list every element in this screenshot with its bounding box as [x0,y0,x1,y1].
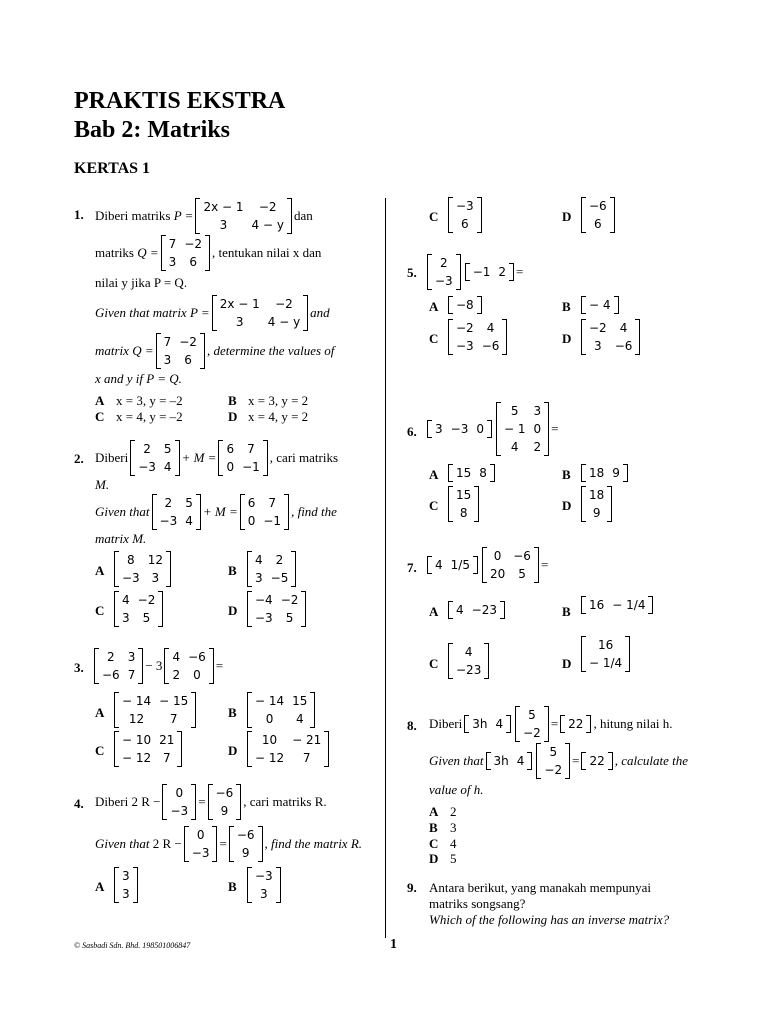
q1-line-ms-a: Diberi matriks P = 2x − 1 −2 3 4 − y dan [95,200,313,232]
matrix-cell: −6 [236,828,255,842]
matrix-cell: 3 [122,611,130,625]
option-a: A [95,393,105,408]
matrix-cell: 0 [493,549,502,563]
matrix-cell: 2x − 1 [219,297,260,311]
matrix-cell: 8 [459,506,468,520]
option-c-text: 4 [450,836,457,851]
option-b-text: x = 3, y = 2 [248,393,309,408]
option-c: C [429,836,439,851]
q2-line-ms-c: M. [95,477,110,492]
option-b: B [562,604,571,619]
option-a: A [429,804,439,819]
matrix-cell: 6 [247,496,256,510]
matrix-cell: −2 [179,335,197,349]
matrix-cell: 3 [163,353,172,367]
matrix-cell: − 4 [589,298,611,313]
option-b: B [228,879,237,894]
matrix-cell: 5 [528,708,536,722]
q5-expression: 2 −3 −1 2 = [425,254,523,290]
matrix-cell: − 14 [122,694,152,708]
matrix-cell: 4 − y [251,218,284,232]
matrix-cell: 15 [292,694,308,708]
option-c: C [95,409,105,424]
matrix-cell: 5 [549,745,558,759]
matrix-cell: 9 [592,506,601,520]
question-number: 9. [407,880,417,895]
q1-line-en-b: matrix Q = 7 −2 3 6 , determine the values of [95,335,335,367]
option-a-matrix [448,601,505,619]
matrix-cell: 4 [495,717,504,731]
matrix-cell: 7 [169,712,178,726]
matrix-cell: 7 [162,751,171,765]
matrix-cell: 5 [142,611,151,625]
matrix [218,440,267,476]
matrix-cell: −6 [513,549,531,563]
matrix [427,254,461,290]
matrix-cell: 22 [589,754,605,768]
matrix-cell: − 1 [503,422,526,436]
matrix [212,295,308,331]
q9-line-ms-b: matriks songsang? [429,896,526,911]
option-c-matrix [448,486,479,522]
option-a: A [95,563,105,578]
matrix-cell: 4 [255,553,263,567]
question-number: 7. [407,560,417,575]
option-c-matrix [448,319,507,355]
matrix-cell: −2 [456,321,474,335]
option-b-matrix [581,596,653,614]
matrix-cell: −2 [258,200,277,214]
matrix [427,556,478,574]
page-number: 1 [390,937,397,952]
option-d: D [228,409,238,424]
option-a: A [429,604,439,619]
matrix [164,648,213,684]
matrix [536,743,570,779]
matrix-cell: 3 [235,315,244,329]
matrix [464,715,511,733]
option-a-matrix [448,464,495,482]
option-c: C [429,656,439,671]
option-d: D [228,603,238,618]
matrix-cell: −3 [122,571,140,585]
matrix [156,333,205,369]
paper-heading: KERTAS 1 [74,160,151,177]
matrix-cell: 12 [128,712,145,726]
option-c: C [429,209,439,224]
matrix-cell: 0 [193,668,201,682]
matrix-cell: 4 [435,558,443,572]
matrix-cell: − 12 [122,751,152,765]
question-number: 1. [74,207,84,222]
matrix-cell: 2 [498,265,507,279]
option-c: C [429,498,439,513]
question-number: 8. [407,718,417,733]
q1-line-en-a: Given that matrix P = 2x − 1 −2 3 4 − y and [95,297,330,329]
matrix-cell: 4 [516,754,525,768]
matrix-cell: −4 [255,593,273,607]
option-c-matrix [448,643,489,679]
matrix [486,752,533,770]
matrix-cell: − 14 [255,694,285,708]
matrix-cell: −3 [456,199,474,213]
option-a: A [95,879,105,894]
q4-line-en: Given that 2 R − 0 −3 = −6 9 , find the matrix R. [95,828,363,860]
matrix-cell: 9 [241,846,250,860]
option-d-matrix [247,591,306,627]
q9-line-en: Which of the following has an inverse matrix? [429,912,670,927]
question-number: 3. [74,660,84,675]
matrix [184,826,218,862]
matrix-cell: 15 [456,466,472,481]
copyright-footer: © Sasbadi Sdn. Bhd. 198501006847 [74,941,191,950]
question-number: 6. [407,424,417,439]
matrix-cell: 21 [159,733,175,747]
matrix-cell: 3 [594,339,602,353]
matrix [208,784,242,820]
matrix-cell: −2 [275,297,293,311]
matrix-cell: −3 [255,869,273,883]
matrix-cell: 5 [518,567,526,581]
option-c-matrix [448,197,482,233]
matrix-cell: 2 [440,256,448,270]
matrix-cell: −6 [215,786,234,800]
matrix-cell: 8 [479,466,487,481]
matrix-cell: 2 [172,668,181,682]
option-b-matrix [247,551,296,587]
matrix-cell: 16 [597,638,614,652]
matrix [195,198,291,234]
matrix-cell: 7 [247,442,255,456]
option-b-matrix [247,867,281,903]
matrix-cell: 4 [486,321,495,335]
matrix-cell: − 12 [255,751,285,765]
matrix-cell: −3 [435,274,453,288]
matrix [94,648,143,684]
matrix [482,547,539,583]
matrix-cell: − 10 [122,733,152,747]
column-divider [385,198,386,938]
matrix [465,263,514,281]
option-c: C [95,603,105,618]
matrix-cell: −6 [188,650,206,664]
matrix-cell: 2x − 1 [203,200,244,214]
matrix-cell: 16 [589,598,605,613]
matrix-cell: −2 [523,726,541,740]
option-d: D [562,656,572,671]
matrix-cell: 3 [127,650,136,664]
matrix-cell: 3 [435,422,443,436]
q1-line-en-d: x and y if P = Q. [95,371,182,386]
matrix-cell: 2 [533,440,542,454]
matrix-cell: 3 [219,218,228,232]
option-d-matrix [247,731,329,767]
option-a: A [95,705,105,720]
option-d-matrix [581,636,630,672]
option-d: D [228,743,238,758]
matrix-cell: −3 [170,804,189,818]
matrix-cell: 3 [151,571,160,585]
matrix-cell: 18 [589,466,605,481]
question-number: 5. [407,265,417,280]
matrix-cell: 3 [255,571,263,585]
matrix-cell: −2 [137,593,156,607]
matrix-cell: 4 [619,321,628,335]
option-d: D [562,209,572,224]
q3-expression: 2 3 −6 7 − 3 4 −6 2 0 = [92,648,223,684]
matrix [130,440,179,476]
option-a: A [429,467,439,482]
q2-line-ms-a: Diberi 2 5 −3 4 + M = 6 7 0 −1 , cari matriks [95,442,339,474]
matrix [515,706,549,742]
option-b-matrix [581,296,619,314]
option-a-text: 2 [450,804,457,819]
matrix-cell: 6 [594,217,602,231]
matrix-cell: 3 [168,255,177,269]
matrix-cell: −6 [614,339,633,353]
option-b-text: 3 [450,820,457,835]
matrix-cell: 4 [163,460,172,474]
matrix-cell: 4 [122,593,130,607]
option-d-matrix [581,319,640,355]
page-title: PRAKTIS EKSTRA [74,88,286,114]
matrix-cell: 0 [175,786,184,800]
q2-line-en-c: matrix M. [95,531,147,546]
matrix-cell: 7 [302,751,311,765]
option-a-matrix [448,296,482,314]
q6-expression: 3 −3 0 5 3 − 1 0 4 2 = [425,402,558,456]
matrix-cell: 9 [220,804,229,818]
matrix-cell: −2 [544,763,563,777]
option-c: C [95,743,105,758]
matrix-cell: −2 [184,237,203,251]
option-c: C [429,331,439,346]
question-number: 4. [74,796,84,811]
matrix-cell: 5 [285,611,294,625]
q8-line-ms: Diberi 3h 4 5 −2 = 22 , hitung nilai h. [429,708,673,740]
matrix-cell: 7 [268,496,277,510]
matrix-cell: −3 [255,611,273,625]
matrix-cell: −6 [589,199,607,213]
option-a-text: x = 3, y = –2 [116,393,183,408]
option-b: B [228,563,237,578]
matrix-cell: 0 [196,828,205,842]
q8-line-en: Given that 3h 4 5 −2 = 22 , calculate the [429,745,689,777]
chapter-title: Bab 2: Matriks [74,117,230,143]
matrix-cell: − 15 [159,694,189,708]
option-b: B [228,393,237,408]
matrix-cell: 0 [247,514,256,528]
matrix-cell: 22 [568,717,584,731]
matrix-cell: 5 [185,496,193,510]
matrix [496,402,549,456]
option-d-text: x = 4, y = 2 [248,409,309,424]
matrix-cell: −3 [191,846,210,860]
option-d: D [562,331,572,346]
matrix [152,494,201,530]
matrix-cell: 9 [612,466,620,481]
matrix-cell: 0 [265,712,274,726]
q8-line-en-c: value of h. [429,782,484,797]
matrix-cell: −2 [589,321,607,335]
matrix-cell: 2 [107,650,115,664]
matrix-cell: 1/5 [450,558,470,572]
matrix [581,752,612,770]
matrix-cell: 2 [275,553,284,567]
q9-line-ms-a: Antara berikut, yang manakah mempunyai [429,880,652,895]
option-b: B [429,820,438,835]
matrix-cell: 6 [184,353,192,367]
q4-line-ms: Diberi 2 R − 0 −3 = −6 9 , cari matriks R. [95,786,327,818]
q1-line-ms-d: nilai y jika P = Q. [95,275,188,290]
option-d-matrix [581,486,612,522]
option-a-matrix [114,551,171,587]
matrix-cell: 4 [172,650,181,664]
matrix-cell: 7 [168,237,177,251]
option-a-matrix [114,692,196,728]
matrix-cell: −1 [242,460,260,474]
matrix-cell: 3 [122,887,130,901]
matrix-cell: 0 [476,422,484,436]
matrix [427,420,492,438]
matrix [560,715,591,733]
matrix-cell: 4 [456,603,464,618]
option-d-text: 5 [450,851,457,866]
option-d-matrix [581,197,615,233]
option-c-matrix [114,591,163,627]
matrix-cell: 0 [533,422,542,436]
option-c-text: x = 4, y = –2 [116,409,183,424]
option-b: B [562,299,571,314]
matrix-cell: 7 [127,668,136,682]
option-b: B [562,467,571,482]
matrix-cell: −2 [280,593,299,607]
matrix-cell: 6 [461,217,469,231]
matrix-cell: 12 [147,553,163,567]
matrix-cell: 18 [589,488,605,502]
option-a: A [429,299,439,314]
matrix-cell: −8 [456,298,474,313]
option-c-matrix [114,731,182,767]
matrix-cell: 2 [143,442,151,456]
option-d: D [429,851,439,866]
matrix-cell: −3 [138,460,156,474]
matrix-cell: 2 [164,496,173,510]
matrix-cell: −6 [102,668,120,682]
matrix-cell: 4 [185,514,193,528]
matrix [240,494,289,530]
option-d: D [562,498,572,513]
matrix-cell: 3 [260,887,268,901]
matrix-cell: 5 [163,442,172,456]
matrix-cell: 15 [456,488,472,502]
matrix-cell: − 21 [292,733,322,747]
matrix-cell: 10 [261,733,278,747]
matrix-cell: −1 [472,265,491,279]
matrix-cell: 4 [510,440,519,454]
matrix-cell: −3 [456,339,474,353]
matrix-cell: −23 [456,663,482,677]
option-a-matrix [114,867,138,903]
matrix-cell: −1 [263,514,282,528]
matrix-cell: 3 [533,404,542,418]
matrix-cell: −23 [471,603,497,618]
q7-expression: 4 1/5 0 −6 20 5 = [425,547,548,583]
matrix-cell: 7 [163,335,172,349]
matrix-cell: 5 [510,404,519,418]
matrix-cell: −3 [450,422,469,436]
matrix-cell: 4 [295,712,304,726]
matrix-cell: 3h [472,717,488,731]
matrix [161,235,210,271]
matrix [229,826,263,862]
matrix-cell: 4 − y [267,315,301,329]
q1-line-ms-b: matriks Q = 7 −2 3 6 , tentukan nilai x dan [95,237,322,269]
matrix-cell: 4 [464,645,473,659]
option-b: B [228,705,237,720]
matrix-cell: 3h [493,754,509,768]
matrix-cell: − 1/4 [589,656,623,670]
matrix-cell: 6 [189,255,197,269]
matrix-cell: 20 [489,567,506,581]
option-b-matrix [247,692,315,728]
matrix-cell: 8 [127,553,135,567]
matrix-cell: −6 [481,339,500,353]
option-b-matrix [581,464,628,482]
matrix [162,784,196,820]
matrix-cell: 6 [226,442,235,456]
matrix-cell: 3 [122,869,130,883]
matrix-cell: −5 [270,571,289,585]
matrix-cell: 0 [226,460,235,474]
question-number: 2. [74,451,84,466]
matrix-cell: −3 [159,514,178,528]
q2-line-en-a: Given that 2 5 −3 4 + M = 6 7 0 −1 , find the [95,496,337,528]
matrix-cell: − 1/4 [612,598,646,613]
